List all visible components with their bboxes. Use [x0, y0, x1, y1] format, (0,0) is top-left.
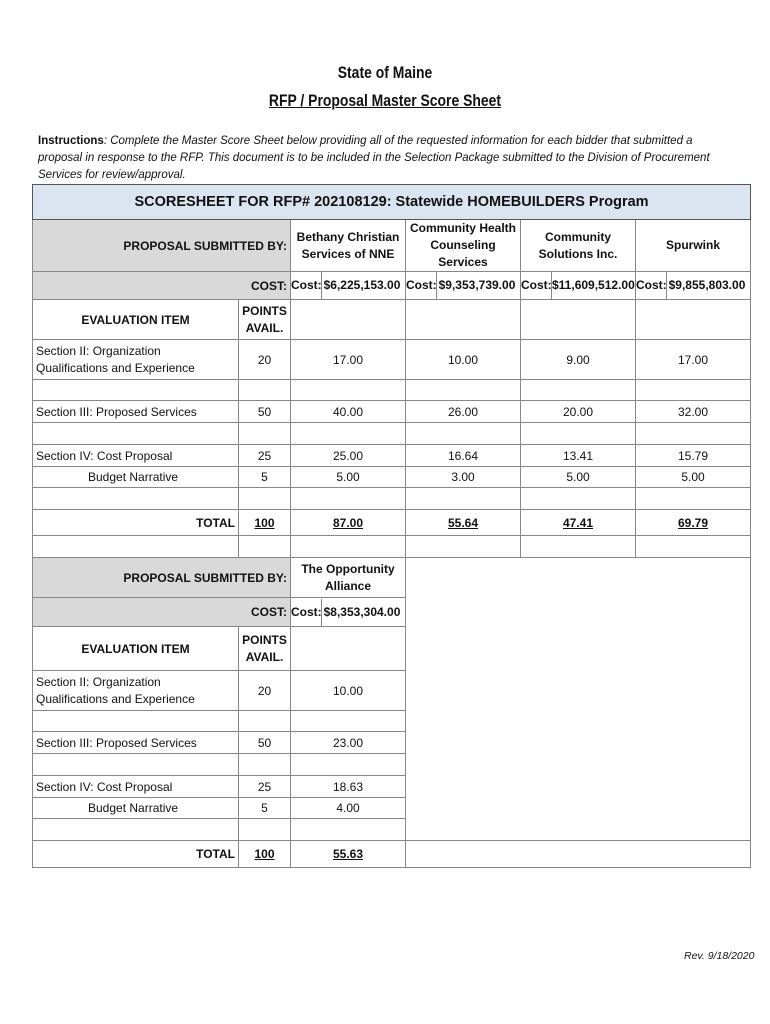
revision-date: Rev. 9/18/2020: [684, 950, 755, 962]
total-label: TOTAL: [33, 510, 239, 536]
cost-prefix: Cost:: [291, 272, 322, 299]
points-value: 25: [239, 445, 291, 467]
cost-label: COST:: [33, 272, 291, 300]
bidder-cost: [291, 598, 406, 627]
score-cell: 16.64: [406, 445, 521, 467]
points-avail-header: POINTS AVAIL.: [239, 627, 291, 671]
instructions: [38, 133, 738, 184]
proposal-submitted-label: PROPOSAL SUBMITTED BY:: [33, 558, 291, 598]
score-cell: 4.00: [291, 798, 406, 819]
score-sheet-table: [32, 184, 751, 868]
score-cell: 20.00: [521, 401, 636, 423]
score-cell: 10.00: [406, 340, 521, 380]
score-cell: 9.00: [521, 340, 636, 380]
cost-label: COST:: [33, 598, 291, 627]
bidder-name: Community Health Counseling Services: [406, 220, 521, 272]
score-cell: 32.00: [636, 401, 751, 423]
cost-prefix: Cost:: [406, 272, 437, 299]
bidder-name: Spurwink: [636, 220, 751, 272]
score-cell: 5.00: [636, 467, 751, 488]
points-value: 20: [239, 340, 291, 380]
sheet-banner: SCORESHEET FOR RFP# 202108129: Statewide HOMEBUILDERS Program: [33, 185, 751, 220]
document-subtitle: RFP / Proposal Master Score Sheet: [268, 91, 502, 110]
row-label: Section IV: Cost Proposal: [33, 445, 239, 467]
points-value: 5: [239, 467, 291, 488]
bidder-cost: [291, 272, 406, 300]
score-cell: 17.00: [636, 340, 751, 380]
points-value: 20: [239, 671, 291, 711]
evaluation-item-header: EVALUATION ITEM: [33, 627, 239, 671]
cost-prefix: Cost:: [636, 272, 667, 299]
row-label: Section II: Organization Qualifications and Experience: [33, 340, 239, 380]
cost-prefix: Cost:: [521, 272, 552, 299]
cost-value: $9,353,739.00: [438, 278, 516, 292]
bidder-cost: [636, 272, 751, 300]
score-cell: 3.00: [406, 467, 521, 488]
cost-value: $9,855,803.00: [668, 278, 746, 292]
bidder-name: Community Solutions Inc.: [521, 220, 636, 272]
score-cell: 40.00: [291, 401, 406, 423]
bidder-cost: [406, 272, 521, 300]
cost-value: $8,353,304.00: [323, 604, 401, 619]
total-score: 69.79: [636, 510, 751, 536]
evaluation-item-header: EVALUATION ITEM: [33, 300, 239, 340]
total-label: TOTAL: [33, 841, 239, 868]
score-cell: 15.79: [636, 445, 751, 467]
row-label: Section III: Proposed Services: [33, 401, 239, 423]
document-title: State of Maine: [337, 63, 433, 82]
score-cell: 26.00: [406, 401, 521, 423]
total-score: 47.41: [521, 510, 636, 536]
score-cell: 5.00: [521, 467, 636, 488]
row-label: Section II: Organization Qualifications and Experience: [33, 671, 239, 711]
score-cell: 25.00: [291, 445, 406, 467]
instructions-label: Instructions: [38, 135, 104, 147]
score-cell: 5.00: [291, 467, 406, 488]
score-cell: 17.00: [291, 340, 406, 380]
score-cell: 10.00: [291, 671, 406, 711]
row-label: Budget Narrative: [33, 467, 239, 488]
points-avail-header: POINTS AVAIL.: [239, 300, 291, 340]
total-score: 55.64: [406, 510, 521, 536]
points-value: 5: [239, 798, 291, 819]
points-value: 50: [239, 401, 291, 423]
score-cell: 13.41: [521, 445, 636, 467]
cost-value: $11,609,512.00: [552, 278, 635, 292]
total-points: 100: [239, 841, 291, 868]
total-score: 55.63: [291, 841, 406, 868]
total-points: 100: [239, 510, 291, 536]
row-label: Budget Narrative: [33, 798, 239, 819]
row-label: Section IV: Cost Proposal: [33, 776, 239, 798]
cost-value: $6,225,153.00: [323, 278, 401, 292]
row-label: Section III: Proposed Services: [33, 732, 239, 754]
total-score: 87.00: [291, 510, 406, 536]
score-cell: 23.00: [291, 732, 406, 754]
cost-prefix: Cost:: [291, 599, 322, 626]
instructions-text: : Complete the Master Score Sheet below providing all of the requested information for each bidder that submitted a proposal in response to the RFP. This document is to be included in the Selection Package submitted to the Division of Procurement Services for review/approval.: [38, 135, 710, 181]
bidder-name: Bethany Christian Services of NNE: [291, 220, 406, 272]
points-value: 25: [239, 776, 291, 798]
score-cell: 18.63: [291, 776, 406, 798]
bidder-name: The Opportunity Alliance: [291, 558, 406, 598]
bidder-cost: [521, 272, 636, 300]
proposal-submitted-label: PROPOSAL SUBMITTED BY:: [33, 220, 291, 272]
points-value: 50: [239, 732, 291, 754]
